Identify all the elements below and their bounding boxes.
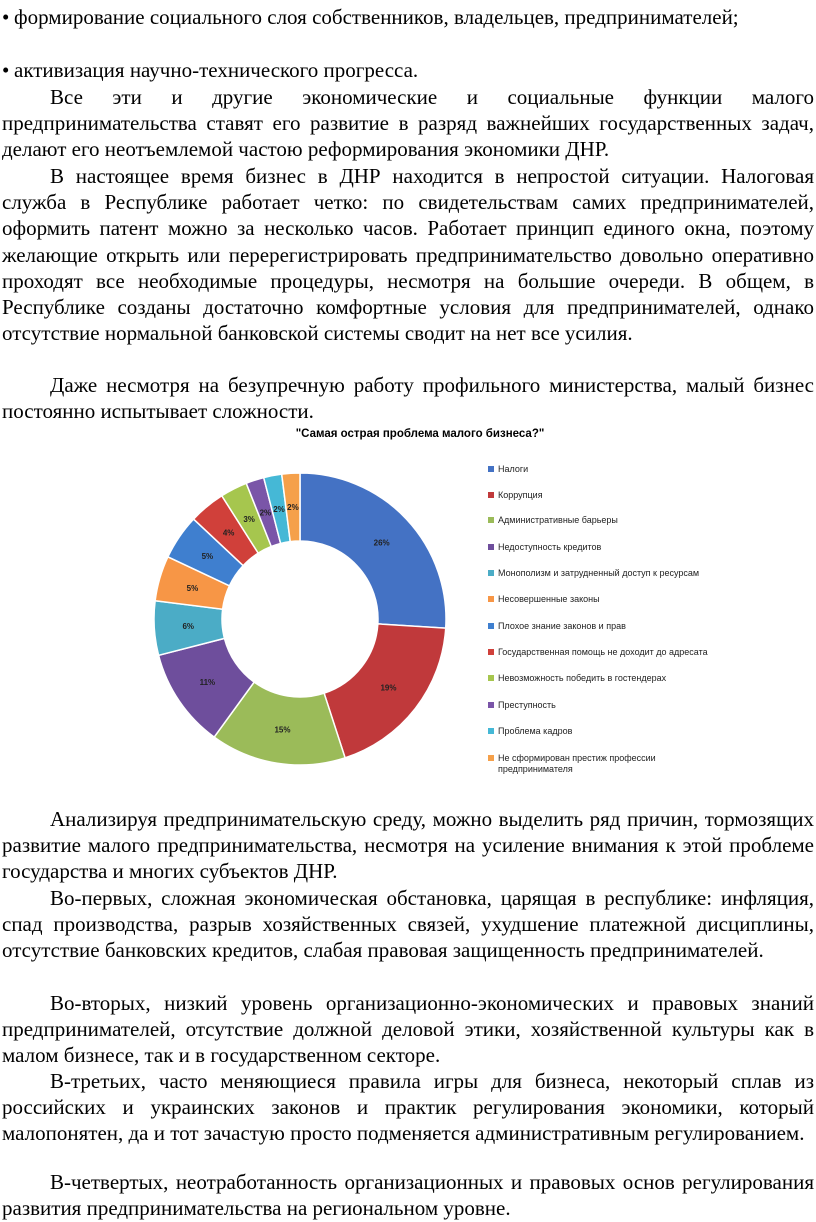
doughnut-chart — [140, 466, 460, 786]
paragraph-2: В настоящее время бизнес в ДНР находится в непростой ситуации. Налоговая служба в Республике работает четко: по свидетельствам самих предпринимателей, оформить патент можно за несколько часов. Работает принцип единого окна, поэтому желающие открыть или перерегистрировать предпринимательство довольно оперативно проходят все необходимые процедуры, несмотря на большие очереди. В общем, в Республике созданы достаточно комфортные условия для предпринимателей, однако отсутствие нормальной банковской системы сводит на нет все усилия. — [2, 164, 814, 346]
paragraph-7: В-третьих, часто меняющиеся правила игры для бизнеса, некоторый сплав из российских и украинских законов и практик регулирования экономики, который малопонятен, да и тот зачастую просто подменяется административным регулированием. — [2, 1069, 814, 1146]
bullet-icon: • — [2, 58, 10, 82]
legend-item — [488, 673, 718, 684]
legend-label: Плохое знание законов и прав — [498, 621, 626, 631]
paragraph-1: Все эти и другие экономические и социальные функции малого предпринимательства ставят его развитие в разряд важнейших государственных задач, делают его неотъемлемой частою реформирования экономики ДНР. — [2, 85, 814, 162]
legend-swatch — [488, 728, 494, 734]
legend-item — [488, 568, 718, 579]
legend-swatch — [488, 517, 494, 523]
legend-item — [488, 700, 718, 711]
legend-swatch — [488, 492, 494, 498]
chart-title: "Самая острая проблема малого бизнеса?" — [295, 428, 545, 440]
paragraph-6: Во-вторых, низкий уровень организационно-экономических и правовых знаний предпринимателей, отсутствие должной деловой этики, хозяйственной культуры как в малом бизнесе, так и в государственном секторе. — [2, 991, 814, 1068]
legend-label: Монополизм и затрудненный доступ к ресурсам — [498, 568, 700, 578]
legend-label: Административные барьеры — [498, 515, 618, 525]
slice-data-label: 3% — [243, 515, 255, 525]
bullet-text-1: формирование социального слоя собственников, владельцев, предпринимателей; — [14, 5, 739, 29]
paragraph-8: В-четвертых, неотработанность организационных и правовых основ регулирования развития предпринимательства на региональном уровне. — [2, 1170, 814, 1221]
slice-data-label: 2% — [259, 508, 272, 518]
legend-item — [488, 464, 718, 475]
legend-swatch — [488, 596, 494, 602]
slice-data-label: 11% — [199, 677, 216, 687]
bullet-text-2: активизация научно-технического прогресса. — [14, 58, 419, 82]
paragraph-5: Во-первых, сложная экономическая обстановка, царящая в республике: инфляция, спад производства, разрыв хозяйственных связей, ухудшение платежной дисциплины, отсутствие банковских кредитов, слабая правовая защищенность предпринимателей. — [2, 886, 814, 963]
slice-data-label: 2% — [273, 504, 285, 514]
legend-label: Недоступность кредитов — [498, 542, 602, 552]
slice-data-label: 5% — [201, 552, 214, 562]
legend-label: Проблема кадров — [498, 726, 573, 736]
bullet-item-2 — [2, 57, 814, 83]
paragraph-3: Даже несмотря на безупречную работу профильного министерства, малый бизнес постоянно испытывает сложности. — [2, 373, 814, 424]
doughnut-slice — [300, 473, 446, 628]
legend-swatch — [488, 675, 494, 681]
legend-swatch — [488, 570, 494, 576]
legend-swatch — [488, 702, 494, 708]
slice-data-label: 26% — [373, 538, 390, 548]
legend-item — [488, 490, 718, 501]
legend-item — [488, 515, 718, 526]
legend-swatch — [488, 466, 494, 472]
legend-label: Не сформирован престиж профессии предпринимателя — [498, 753, 656, 774]
legend-item — [488, 542, 718, 553]
slice-data-label: 19% — [380, 683, 397, 693]
slice-data-label: 15% — [274, 725, 291, 735]
slice-data-label: 2% — [287, 503, 299, 513]
slice-data-label: 6% — [182, 622, 195, 632]
legend-label: Коррупция — [498, 490, 543, 500]
slice-data-label: 5% — [186, 583, 199, 593]
legend-item — [488, 594, 718, 605]
legend-label: Несовершенные законы — [498, 594, 600, 604]
legend-swatch — [488, 623, 494, 629]
legend-swatch — [488, 649, 494, 655]
legend-label: Государственная помощь не доходит до адресата — [498, 647, 708, 657]
paragraph-4: Анализируя предпринимательскую среду, можно выделить ряд причин, тормозящих развитие малого предпринимательства, несмотря на усиление внимания к этой проблеме государства и многих субъектов ДНР. — [2, 807, 814, 884]
legend-label: Невозможность победить в гостендерах — [498, 673, 667, 683]
bullet-item-1 — [2, 4, 814, 30]
legend-item — [488, 753, 718, 775]
legend-item — [488, 726, 718, 737]
legend-swatch — [488, 544, 494, 550]
bullet-icon: • — [2, 5, 10, 29]
legend-label: Налоги — [498, 464, 529, 474]
legend-label: Преступность — [498, 700, 556, 710]
legend-swatch — [488, 755, 494, 761]
slice-data-label: 4% — [222, 528, 235, 538]
legend-item — [488, 647, 718, 658]
legend-item — [488, 621, 718, 632]
